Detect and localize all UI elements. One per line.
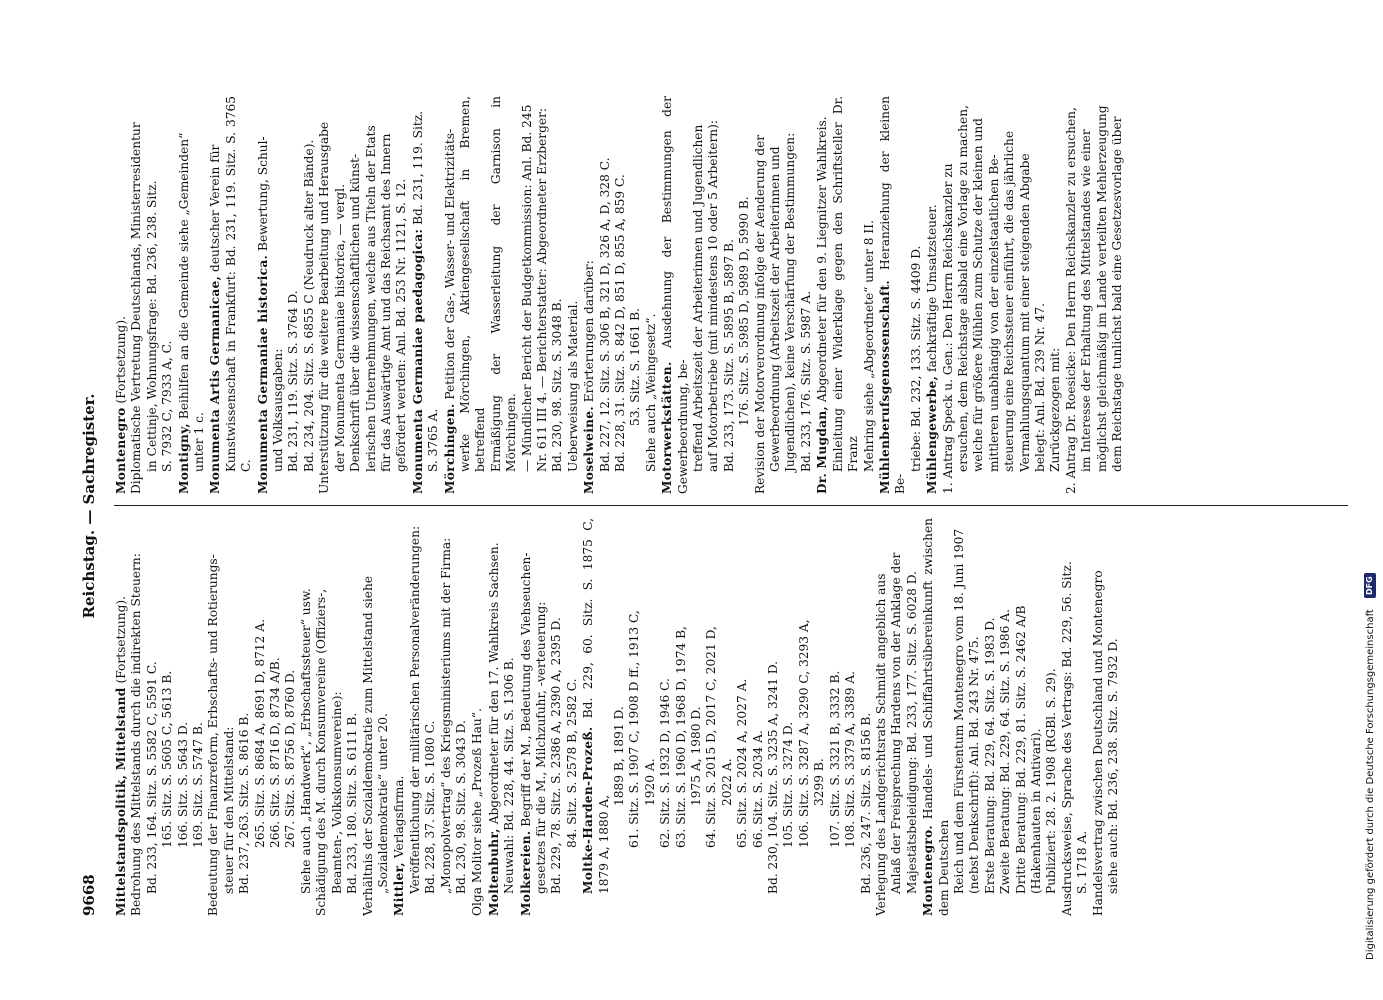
entry-line — [114, 96, 129, 494]
entry-line — [905, 518, 920, 916]
entry-line — [751, 518, 766, 916]
entry-text: siehe auch: Bd. 236, 238. Sitz. S. 7932 D. — [1106, 638, 1120, 894]
entry-line — [843, 518, 858, 916]
entry-line — [831, 96, 862, 494]
entry-text: Majestätsbeleidigung: Bd. 233, 177. Sitz. S. 6028 D. — [904, 571, 919, 894]
entry-text: unter 1 c. — [192, 412, 207, 472]
entry-text: Begriff der M., Bedeutung des Viehseuchen- — [518, 552, 533, 827]
entry-text: 266. Sitz. S. 8716 D, 8734 A/B. — [268, 657, 283, 848]
register-entry — [519, 518, 581, 916]
entry-text: (Fortsetzung). — [114, 316, 128, 404]
entry-text: in Cettinje, Wohnungsfrage: Bd. 236, 238. Sitz. — [144, 180, 159, 472]
entry-keyword: Monumenta Germaniae historica. — [255, 254, 270, 494]
entry-text: steuer für den Mittelstand: — [221, 726, 236, 894]
entry-text: Bd. 229, 60. Sitz. S. 1875 C, 1879 A, 1880 A, — [581, 518, 611, 894]
entry-text: Bd. 229, 78. Sitz. S. 2386 A, 2390 A, 2395 D. — [549, 617, 564, 894]
entry-line — [753, 96, 768, 494]
entry-line — [208, 96, 223, 494]
entry-line — [862, 96, 877, 494]
column-divider — [114, 505, 1348, 506]
entry-line — [613, 96, 628, 494]
entry-text: 84. Sitz. S. 2578 B, 2582 C. — [564, 678, 579, 848]
entry-text: Bd. 236, 247. Sitz. S. 8156 B. — [858, 712, 873, 894]
entry-keyword: Monumenta Artis Germanicae, — [208, 275, 223, 494]
entry-text: Bd. 233, 164. Sitz. S. 5582 C, 5591 C. — [144, 661, 159, 894]
entry-text: (Hakenhauten in Antivari). — [1028, 728, 1043, 894]
entry-line — [706, 96, 721, 494]
entry-text: Publiziert: 28. 2. 1908 (RGBl. S. 29). — [1044, 668, 1059, 894]
register-entry — [925, 96, 1125, 494]
entry-line — [426, 96, 441, 494]
register-entry — [582, 96, 659, 494]
entry-line — [160, 518, 175, 916]
entry-text: Veröffentlichung der militärischen Personalveränderungen: — [407, 525, 422, 894]
entry-line — [411, 96, 426, 494]
entry-text: Verhältnis der Sozialdemokratie zum Mittelstand siehe — [360, 575, 375, 916]
entry-line — [658, 518, 673, 916]
register-entry — [256, 96, 410, 494]
entry-line — [192, 96, 207, 494]
entry-text: Neuwahl: Bd. 228, 44. Sitz. S. 1306 B. — [502, 657, 517, 894]
entry-line — [454, 518, 469, 916]
register-entry — [470, 518, 485, 916]
entry-line — [392, 518, 407, 916]
entry-line — [874, 518, 889, 916]
entry-text: 66. Sitz. S. 2034 A. — [750, 730, 765, 848]
entry-text: S. 7932 C, 7933 A, C. — [160, 340, 175, 472]
entry-line — [253, 518, 268, 916]
entry-line — [1002, 96, 1017, 494]
entry-text: 65. Sitz. S. 2024 A, 2027 A. — [735, 678, 750, 848]
entry-text: steuerung eine Reichssteuer einführt, die das jährliche — [1002, 130, 1017, 472]
entry-line — [443, 96, 458, 494]
entry-line — [987, 96, 1002, 494]
entry-text: Petition der Gas-, Wasser- und Elektrizitäts- — [442, 128, 457, 400]
entry-line — [314, 518, 329, 916]
entry-text: 53. Sitz. S. 1661 B. — [628, 308, 643, 426]
entry-line — [206, 518, 221, 916]
entry-line — [691, 96, 706, 494]
register-entry — [208, 96, 254, 494]
entry-text: möglichst gleichmäßig im Lande verteilten Mehlerzeugung — [1094, 105, 1109, 472]
entry-line — [535, 96, 550, 494]
entry-line — [408, 518, 423, 916]
entry-text: 105. Sitz. S. 3274 D. — [781, 721, 796, 848]
entry-text: fachkräftige Umsatzsteuer. — [925, 204, 940, 372]
entry-text: Beihilfen an die Gemeinde siehe „Gemeinden“ — [176, 132, 191, 420]
entry-line — [566, 96, 581, 494]
entry-text: „Monopolvertrag“ des Kriegsministeriums mit der Firma: — [438, 537, 453, 894]
entry-text: 62. Sitz. S. 1932 D, 1946 C. — [658, 678, 673, 848]
entry-text: Unterstützung für die weitere Bearbeitung und Herausgabe — [317, 121, 332, 494]
entry-line — [458, 96, 489, 494]
entry-text: 265. Sitz. S. 8684 A, 8691 D, 8712 A. — [252, 619, 267, 848]
entry-text: 64. Sitz. S. 2015 D, 2017 C, 2021 D, — [704, 626, 719, 848]
page-header — [80, 96, 106, 916]
entry-line — [952, 518, 967, 916]
digitization-footer — [1363, 60, 1379, 960]
entry-line — [967, 518, 982, 916]
entry-text: auf Motorbetriebe (mit mindestens 10 oder 5 Arbeitern): — [706, 119, 721, 472]
entry-text: Ausdehnung der Bestimmungen der Gewerbeordnung, be- — [660, 96, 690, 494]
entry-keyword: Motorwerkstätten. — [660, 361, 675, 494]
entry-line — [302, 96, 317, 494]
entry-line — [1079, 96, 1094, 494]
entry-text: Diplomatische Vertretung Deutschlands, Ministerresidentur — [129, 122, 144, 494]
entry-text: Gewerbeordnung (Arbeitszeit der Arbeiterinnen und — [768, 146, 783, 472]
running-title: Reichstag. — Sachregister. — [80, 393, 98, 619]
entry-text: Ausdrucksweise, Sprache des Vertrags: Bd. 229, 56. Sitz. — [1059, 561, 1074, 916]
register-entry — [660, 96, 814, 494]
entry-text: Bd. 233, 180. Sitz. S. 6111 B. — [345, 712, 360, 894]
entry-line — [376, 518, 391, 916]
entry-line — [799, 96, 814, 494]
entry-line — [628, 96, 643, 494]
entry-text: Verlagsfirma. — [392, 775, 407, 859]
entry-line — [909, 96, 924, 494]
register-entry — [114, 96, 176, 494]
entry-line — [783, 96, 798, 494]
entry-text: 166. Sitz. S. 5643 D. — [175, 721, 190, 848]
entry-text: Dritte Beratung: Bd. 229, 81. Sitz. S. 2462 A/B — [1013, 605, 1028, 894]
entry-text: 1. Antrag Speck u. Gen.: Den Herrn Reichskanzler zu — [940, 163, 955, 494]
left-column — [114, 518, 1352, 916]
entry-line — [766, 518, 781, 916]
entry-line — [828, 518, 843, 916]
entry-line — [921, 518, 952, 916]
entry-line — [1064, 96, 1079, 494]
entry-text: „Sozialdemokratie“ unter 20. — [375, 713, 390, 894]
entry-line — [1060, 518, 1075, 916]
entry-line — [1018, 96, 1033, 494]
register-entry — [815, 96, 877, 494]
entry-line — [423, 518, 438, 916]
entry-line — [797, 518, 812, 916]
entry-text: Jugendlichen), keine Verschärfung der Bestimmungen: — [783, 132, 798, 472]
entry-text: Ermäßigung der Wasserleitung der Garnison in Mörchingen. — [488, 96, 519, 472]
entry-text: (Fortsetzung). — [114, 595, 128, 684]
entry-line — [1048, 96, 1063, 494]
entry-line — [487, 518, 502, 916]
entry-text: 2022 A. — [719, 758, 734, 806]
entry-text: belegt: Anl. Bd. 239 Nr. 47. — [1032, 302, 1047, 472]
entry-line — [998, 518, 1013, 916]
entry-text: Abgeordneter für den 9. Liegnitzer Wahlkreis. — [815, 116, 830, 403]
entry-text: Abgeordneter für den 17. Wahlkreis Sachsen. — [486, 542, 501, 825]
entry-text: Bd. 233, 176. Sitz. S. 5987 A. — [798, 290, 813, 472]
entry-line — [160, 96, 175, 494]
entry-line — [1091, 518, 1106, 916]
entry-text: Bd. 233, 173. Sitz. S. 5895 B, 5897 B. — [721, 239, 736, 472]
entry-text: S. 1718 A. — [1075, 830, 1090, 894]
entry-line — [627, 518, 642, 916]
entry-text: werke Mörchingen, Aktiengesellschaft in Bremen, betreffend — [457, 96, 488, 472]
entry-line — [674, 518, 689, 916]
register-entry — [392, 518, 469, 916]
entry-line — [565, 518, 580, 916]
entry-text: Bd. 230, 98. Sitz. S. 3043 D. — [453, 720, 468, 894]
entry-text: 106. Sitz. S. 3287 A, 3290 C, 3293 A, — [796, 619, 811, 848]
entry-line — [781, 518, 796, 916]
entry-text: im Interesse der Erhaltung des Mittelstandes wie einer — [1079, 129, 1094, 472]
entry-line — [612, 518, 627, 916]
entry-text: 107. Sitz. S. 3321 B, 3332 B. — [827, 670, 842, 848]
entry-text: Anlaß der Freisprechung Hardens von der Anklage der — [889, 552, 904, 894]
entry-text: gesetzes für die M., Milchzufuhr, -verteuerung: — [533, 601, 548, 894]
entry-keyword: Molkereien. — [518, 830, 533, 916]
entry-line — [177, 96, 192, 494]
entry-text: der Monumenta Germaniae historica, — vergl. — [332, 184, 347, 472]
entry-text: Bd. 230, 98. Sitz. S. 3048 B. — [550, 298, 565, 472]
entry-line — [859, 518, 874, 916]
entry-line — [660, 96, 691, 494]
register-entry — [177, 96, 208, 494]
entry-text: Bewertung, Schul- — [255, 136, 270, 252]
entry-line — [768, 96, 783, 494]
entry-keyword: Mühlengewerbe, — [925, 375, 940, 494]
entry-text: 63. Sitz. S. 1960 D, 1968 D, 1974 B, — [673, 626, 688, 848]
entry-line — [256, 96, 271, 494]
entry-line — [439, 518, 454, 916]
entry-text: ersuchen, dem Reichstage alsbald eine Vorlage zu machen, — [955, 105, 970, 472]
entry-line — [722, 96, 737, 494]
entry-text: Ueberweisung als Material. — [565, 300, 580, 472]
entry-line — [549, 518, 564, 916]
entry-line — [598, 96, 613, 494]
entry-text: Beamten-, Volkskonsumvereine): — [329, 691, 344, 894]
entry-text: triebe: Bd. 232, 133. Sitz. S. 4409 D. — [908, 245, 923, 472]
entry-text: Handelsvertrag zwischen Deutschland und Montenegro — [1090, 570, 1105, 916]
entry-keyword: Moselweine. — [582, 406, 597, 494]
register-entry — [878, 96, 924, 494]
entry-text: Bd. 228, 37. Sitz. S. 1080 C. — [423, 720, 438, 894]
register-entry — [921, 518, 1121, 916]
entry-line — [286, 96, 301, 494]
entry-line — [1106, 518, 1121, 916]
entry-line — [145, 96, 160, 494]
entry-text: dem Reichstage tunlichst bald eine Gesetzesvorlage über — [1110, 116, 1124, 472]
entry-line — [224, 96, 255, 494]
entry-text: und Volksausgaben: — [271, 348, 286, 472]
entry-line — [971, 96, 986, 494]
entry-text: Nr. 611 III 4. — Berichterstatter: Abgeordneter Erzberger: — [534, 107, 549, 472]
entry-keyword: Montenegro — [114, 407, 128, 494]
entry-line — [345, 518, 360, 916]
entry-line — [1029, 518, 1044, 916]
entry-text: 108. Sitz. S. 3379 A, 3389 A. — [843, 671, 858, 848]
entry-keyword: Moltenbuhr, — [486, 828, 501, 916]
entry-text: Bd. 227, 12. Sitz. S. 306 B, 321 D, 326 A, D, 328 C. — [597, 157, 612, 472]
entry-keyword: Monumenta Germaniae paedagogica: — [410, 228, 425, 494]
entry-text: Bd. 230, 104. Sitz. S. 3235 A, 3241 D. — [766, 660, 781, 894]
entry-text: Olga Molitor siehe „Prozeß Hau“. — [470, 708, 485, 916]
entry-line — [812, 518, 827, 916]
entry-line — [502, 518, 517, 916]
entry-keyword: Mühlenberufsgenossenschaft. — [877, 280, 892, 494]
entry-line — [643, 518, 658, 916]
entry-line — [520, 96, 535, 494]
entry-line — [1044, 518, 1059, 916]
entry-text: — Mündlicher Bericht der Budgetkommission: Anl. Bd. 245 — [519, 104, 534, 472]
entry-line — [129, 518, 144, 916]
entry-line — [644, 96, 659, 494]
entry-line — [735, 518, 750, 916]
entry-line — [330, 518, 345, 916]
page-content — [80, 96, 1352, 916]
entry-text: für das Auswärtige Amt und das Reichsamt des Innern — [378, 133, 393, 472]
entry-line — [519, 518, 534, 916]
entry-line — [191, 518, 206, 916]
entry-text: 2. Antrag Dr. Roesicke: Den Herrn Reichskanzler zu ersuchen, — [1063, 107, 1078, 494]
entry-line — [878, 96, 909, 494]
entry-line — [489, 96, 520, 494]
entry-text: Bd. 234, 204. Sitz. S. 6855 C (Neudruck alter Bände). — [301, 139, 316, 472]
entry-line — [176, 518, 191, 916]
entry-keyword: Mittelstandspolitik, Mittelstand — [114, 687, 128, 916]
entry-text: Siehe auch „Weingesetz“. — [643, 313, 658, 472]
entry-line — [983, 518, 998, 916]
entry-keyword: Mörchingen. — [442, 403, 457, 494]
entry-line — [1095, 96, 1110, 494]
entry-line — [394, 96, 409, 494]
register-entry — [487, 518, 518, 916]
entry-text: gefördert werden: Anl. Bd. 253 Nr. 1121, S. 12. — [394, 178, 409, 472]
entry-text: Bd. 237, 263. Sitz. S. 8616 B. — [237, 712, 252, 894]
entry-text: Bedeutung der Finanzreform, Erbschafts- und Rotierungs- — [206, 554, 221, 916]
entry-line — [581, 518, 612, 916]
entry-text: Heranziehung der kleinen Be- — [877, 96, 908, 494]
entry-line — [925, 96, 940, 494]
entry-line — [299, 518, 314, 916]
entry-line — [317, 96, 332, 494]
entry-line — [145, 518, 160, 916]
right-column — [114, 96, 1352, 494]
entry-text: 165. Sitz. S. 5605 C, 5613 B. — [160, 670, 175, 848]
entry-text: 1889 B, 1891 D. — [612, 706, 626, 806]
entry-text: 267. Sitz. S. 8756 D, 8760 D. — [283, 669, 298, 848]
entry-text: Erörterungen darüber: — [582, 260, 597, 403]
entry-line — [271, 96, 286, 494]
entry-line — [720, 518, 735, 916]
entry-text: Siehe auch „Handwerk“, „Erbschaftssteuer“ usw. — [298, 588, 313, 894]
entry-text: deutscher Verein für — [208, 144, 223, 272]
register-entry — [581, 518, 920, 916]
entry-keyword: Montigny, — [176, 423, 191, 494]
entry-text: Handels- und Schiffahrtsübereinkunft zwischen dem Deutschen — [921, 518, 951, 916]
register-entry — [443, 96, 582, 494]
entry-line — [129, 96, 144, 494]
entry-line — [333, 96, 348, 494]
entry-line — [379, 96, 394, 494]
entry-text: Zweite Beratung: Bd. 229, 64. Sitz. S. 1986 A. — [998, 609, 1013, 894]
entry-text: Mehring siehe „Abgeordnete“ unter 8 II. — [861, 220, 876, 472]
entry-line — [364, 96, 379, 494]
entry-line — [941, 96, 956, 494]
entry-text: treffend Arbeitszeit der Arbeiterinnen und Jugendlichen — [691, 124, 706, 472]
entry-line — [283, 518, 298, 916]
entry-line — [222, 518, 237, 916]
entry-text: welche für größere Mühlen zum Schutze der kleinen und — [971, 118, 986, 472]
register-entry — [114, 518, 391, 916]
entry-line — [114, 518, 129, 916]
entry-line — [361, 518, 376, 916]
entry-text: 1920 A. — [642, 758, 657, 806]
footer-credit: Digitalisierung gefördert durch die Deutsche Forschungsgemeinschaft — [1365, 609, 1376, 960]
entry-keyword: Moltke-Harden-Prozeß. — [581, 726, 596, 894]
register-entry — [411, 96, 442, 494]
entry-text: 176. Sitz. S. 5985 D, 5989 D, 5990 B. — [737, 196, 752, 426]
entry-text: Schädigung des M. durch Konsumvereine (Offiziers-, — [314, 588, 329, 916]
entry-text: Denkschrift über die wissenschaftlichen und künst- — [348, 153, 363, 472]
entry-line — [237, 518, 252, 916]
entry-text: Kunstwissenschaft in Frankfurt: Bd. 231, 119. Sitz. S. 3765 C. — [223, 96, 254, 472]
entry-line — [1033, 96, 1048, 494]
entry-line — [1110, 96, 1125, 494]
entry-text: lerischen Unternehmungen, welche aus Titeln der Etats — [363, 125, 378, 472]
entry-line — [268, 518, 283, 916]
entry-text: Verlegung des Landgerichtsrats Schmidt angeblich aus — [873, 573, 888, 916]
entry-text: Revision der Motorverordnung infolge der Aenderung der — [752, 134, 767, 494]
entry-keyword: Dr. Mugdan, — [815, 405, 830, 494]
entry-line — [470, 518, 485, 916]
entry-text: Vermahlungsquantum mit einer steigenden Abgabe — [1017, 153, 1032, 472]
entry-line — [348, 96, 363, 494]
entry-line — [889, 518, 904, 916]
entry-text: S. 3765 A. — [426, 408, 441, 472]
entry-line — [815, 96, 830, 494]
entry-text: Einleitung einer Widerklage gegen den Schriftsteller Dr. Franz — [830, 96, 861, 472]
entry-text: 1975 A, 1980 D. — [689, 706, 704, 806]
entry-text: 3299 B. — [812, 758, 827, 806]
entry-text: Bd. 228, 31. Sitz. S. 842 D, 851 D, 855 A, 859 C. — [613, 174, 627, 472]
entry-line — [582, 96, 597, 494]
entry-text: 169. Sitz. S. 5747 B. — [191, 722, 206, 848]
entry-text: Reich und dem Fürstentum Montenegro vom 18. Juni 1907 — [951, 528, 966, 894]
entry-line — [689, 518, 704, 916]
entry-text: 61. Sitz. S. 1907 C, 1908 D ff., 1913 C, — [627, 610, 642, 848]
entry-text: mittleren unabhängig von der einzelstaatlichen Be- — [986, 154, 1001, 472]
entry-line — [1014, 518, 1029, 916]
entry-line — [550, 96, 565, 494]
dfg-logo-icon: DFG — [1364, 573, 1376, 598]
entry-text: Bd. 231, 119. Sitz. — [410, 110, 425, 225]
entry-text: Bd. 231, 119. Sitz. S. 3764 D. — [286, 290, 301, 472]
page-number: 9668 — [80, 874, 98, 916]
entry-line — [534, 518, 549, 916]
entry-text: Bedrohung des Mittelstands durch die indirekten Steuern: — [129, 553, 144, 916]
entry-text: Zurückgezogen mit: — [1048, 347, 1063, 472]
entry-keyword: Montenegro. — [921, 825, 936, 916]
entry-keyword: Mittler, — [392, 862, 407, 916]
entry-text: (nebst Denkschrift): Anl. Bd. 243 Nr. 475. — [967, 636, 982, 894]
entry-line — [1075, 518, 1090, 916]
entry-line — [737, 96, 752, 494]
entry-line — [704, 518, 719, 916]
entry-line — [956, 96, 971, 494]
entry-text: Erste Beratung: Bd. 229, 64. Sitz. S. 1983 D. — [982, 617, 997, 894]
